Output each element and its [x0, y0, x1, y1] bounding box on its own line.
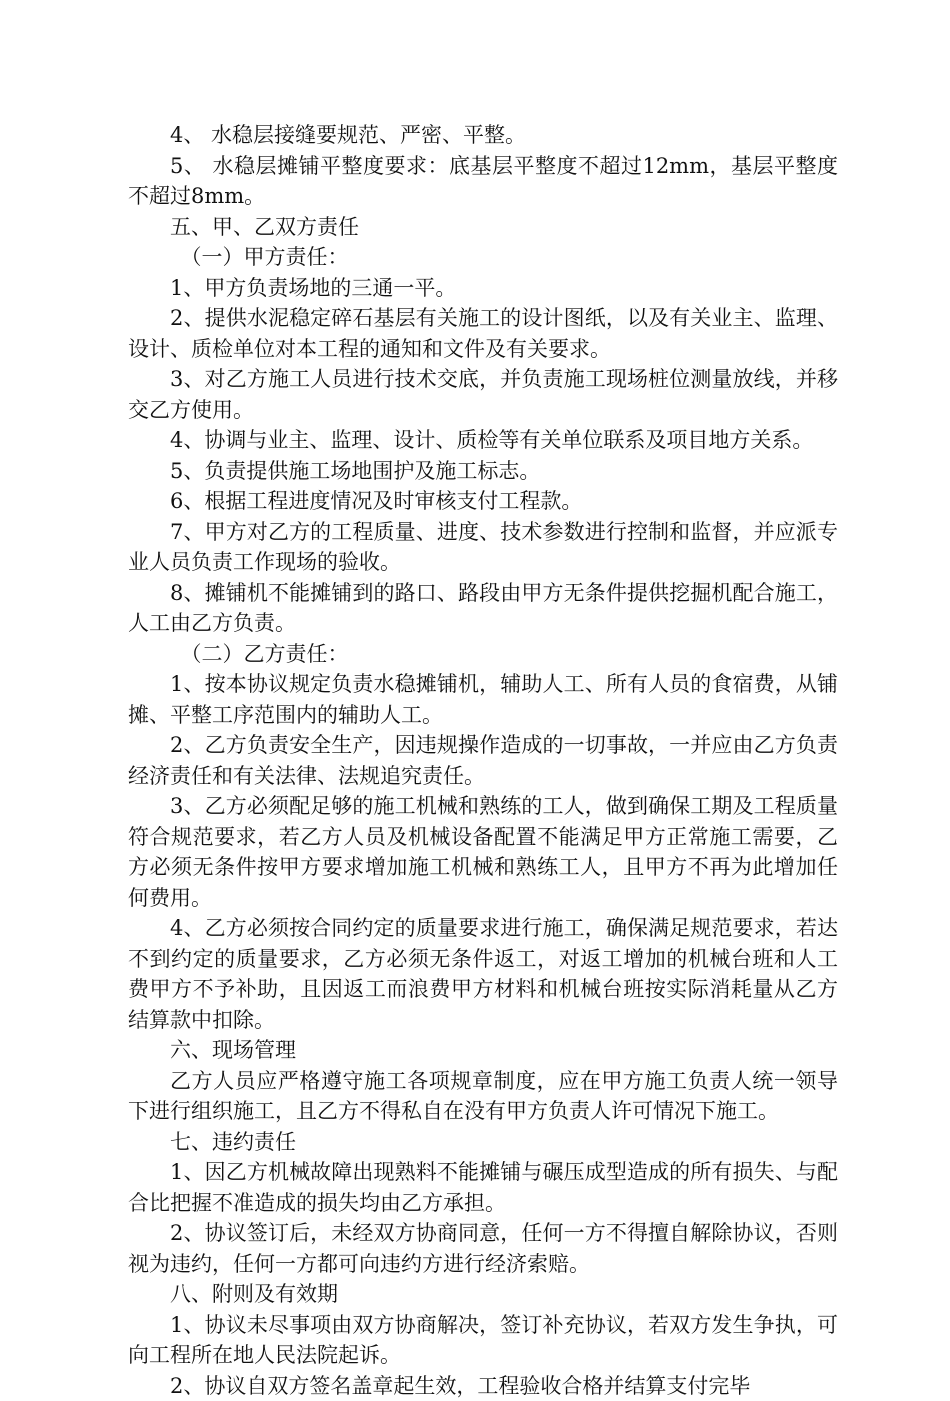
- section-heading: 五、甲、乙双方责任: [128, 212, 838, 243]
- clause-paragraph: 2、提供水泥稳定碎石基层有关施工的设计图纸，以及有关业主、监理、设计、质检单位对本工程的通知和文件及有关要求。: [128, 303, 838, 364]
- clause-paragraph: 4、协调与业主、监理、设计、质检等有关单位联系及项目地方关系。: [128, 425, 838, 456]
- clause-paragraph: 乙方人员应严格遵守施工各项规章制度，应在甲方施工负责人统一领导下进行组织施工，且乙方不得私自在没有甲方负责人许可情况下施工。: [128, 1066, 838, 1127]
- clause-paragraph: 6、根据工程进度情况及时审核支付工程款。: [128, 486, 838, 517]
- clause-paragraph: 2、乙方负责安全生产，因违规操作造成的一切事故，一并应由乙方负责经济责任和有关法律、法规追究责任。: [128, 730, 838, 791]
- clause-paragraph: 4、 水稳层接缝要规范、严密、平整。: [128, 120, 838, 151]
- clause-paragraph: 7、甲方对乙方的工程质量、进度、技术参数进行控制和监督，并应派专业人员负责工作现场的验收。: [128, 517, 838, 578]
- clause-paragraph: 8、摊铺机不能摊铺到的路口、路段由甲方无条件提供挖掘机配合施工，人工由乙方负责。: [128, 578, 838, 639]
- section-heading: 七、违约责任: [128, 1127, 838, 1158]
- document-body: [128, 120, 838, 1401]
- clause-paragraph: 5、负责提供施工场地围护及施工标志。: [128, 456, 838, 487]
- clause-paragraph: 3、对乙方施工人员进行技术交底，并负责施工现场桩位测量放线，并移交乙方使用。: [128, 364, 838, 425]
- clause-paragraph: 5、 水稳层摊铺平整度要求：底基层平整度不超过12mm，基层平整度不超过8mm。: [128, 151, 838, 212]
- clause-paragraph: 2、协议自双方签名盖章起生效，工程验收合格并结算支付完毕: [128, 1371, 838, 1401]
- subsection-heading: （二）乙方责任：: [128, 639, 838, 670]
- clause-paragraph: 1、因乙方机械故障出现熟料不能摊铺与碾压成型造成的所有损失、与配合比把握不准造成的损失均由乙方承担。: [128, 1157, 838, 1218]
- clause-paragraph: 2、协议签订后，未经双方协商同意，任何一方不得擅自解除协议，否则视为违约，任何一方都可向违约方进行经济索赔。: [128, 1218, 838, 1279]
- clause-paragraph: 1、协议未尽事项由双方协商解决，签订补充协议，若双方发生争执，可向工程所在地人民法院起诉。: [128, 1310, 838, 1371]
- clause-paragraph: 3、乙方必须配足够的施工机械和熟练的工人，做到确保工期及工程质量符合规范要求，若乙方人员及机械设备配置不能满足甲方正常施工需要，乙方必须无条件按甲方要求增加施工机械和熟练工人，且甲方不再为此增加任何费用。: [128, 791, 838, 913]
- clause-paragraph: 1、按本协议规定负责水稳摊铺机，辅助人工、所有人员的食宿费，从铺摊、平整工序范围内的辅助人工。: [128, 669, 838, 730]
- clause-paragraph: 4、乙方必须按合同约定的质量要求进行施工，确保满足规范要求，若达不到约定的质量要求，乙方必须无条件返工，对返工增加的机械台班和人工费甲方不予补助，且因返工而浪费甲方材料和机械台班按实际消耗量从乙方结算款中扣除。: [128, 913, 838, 1035]
- section-heading: 六、现场管理: [128, 1035, 838, 1066]
- clause-paragraph: 1、甲方负责场地的三通一平。: [128, 273, 838, 304]
- section-heading: 八、附则及有效期: [128, 1279, 838, 1310]
- subsection-heading: （一）甲方责任：: [128, 242, 838, 273]
